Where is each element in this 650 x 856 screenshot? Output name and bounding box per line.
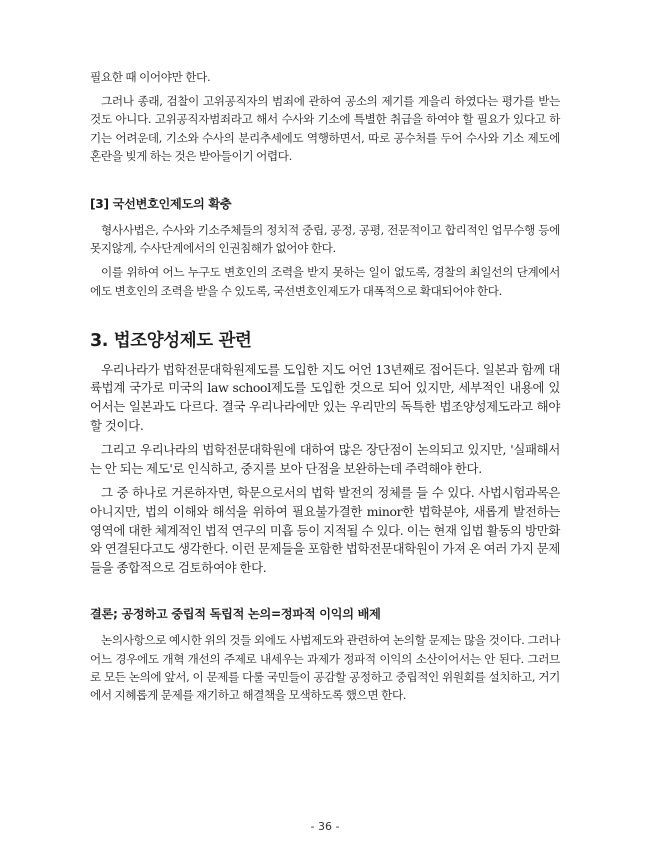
paragraph-public-defender-1: 형사사법은, 수사와 기소주체들의 정치적 중립, 공정, 공평, 전문적이고 합리적인 업무수행 등에 못지않게, 수사단계에서의 인권침해가 없어야 한다.	[90, 223, 560, 256]
paragraph-public-defender-2: 이를 위하여 어느 누구도 변호인의 조력을 받지 못하는 일이 없도록, 경찰의 최일선의 단계에서에도 변호인의 조력을 받을 수 있도록, 국선변호인제도가 대폭적으로 확대되어야 한다.	[90, 265, 560, 298]
page-number: - 36 -	[310, 820, 340, 833]
section-heading-legal-training: 3. 법조양성제도 관련	[90, 330, 252, 351]
paragraph-conclusion: 논의사항으로 예시한 위의 것들 외에도 사법제도와 관련하여 논의할 문제는 많을 것이다. 그러나 어느 경우에도 개혁 개선의 주제로 내세우는 과제가 정파적 이익의 소산이어서는 안 된다. 그러므로 모든 논의에 앞서, 이 문제를 다룰 국민들이 공감할 공정하고 중립적인 위원회를 설치하고, 거기에서 지혜롭게 문제를 재기하고 해결책을 모색하도록 했으면 한다.	[90, 633, 560, 702]
section-heading-conclusion: 결론; 공정하고 중립적 독립적 논의=정파적 이익의 배제	[90, 607, 381, 622]
paragraph-law-school-3: 그 중 하나로 거론하자면, 학문으로서의 법학 발전의 정체를 들 수 있다. 사법시험과목은 아니지만, 법의 이해와 해석을 위하여 필요불가결한 minor한 법학분야, 새롭게 발전하는 영역에 대한 체계적인 법적 연구의 미흡 등이 지적될 수 있다. 이는 현재 입법 활동의 방만화와 연결된다고도 생각한다. 이런 문제들을 포함한 법학전문대학원이 가져 온 여러 가지 문제들을 종합적으로 검토하여야 한다.	[90, 485, 560, 575]
paragraph-continuation: 필요한 때 이어야만 한다.	[90, 70, 211, 84]
paragraph-law-school-1: 우리나라가 법학전문대학원제도를 도입한 지도 어언 13년째로 접어든다. 일본과 함께 대륙법계 국가로 미국의 law school제도를 도입한 것으로 되어 있지만, 세부적인 내용에 있어서는 일본과도 다르다. 결국 우리나라에만 있는 우리만의 독특한 법조양성제도라고 해야 할 것이다.	[90, 361, 560, 433]
section-heading-public-defender: [3] 국선변호인제도의 확충	[90, 197, 232, 212]
paragraph-law-school-2: 그리고 우리나라의 법학전문대학원에 대하여 많은 장단점이 논의되고 있지만, '실패해서는 안 되는 제도'로 인식하고, 중지를 보아 단점을 보완하는데 주력해야 한다.	[90, 442, 560, 476]
paragraph-prosecution-evaluation: 그러나 종래, 검찰이 고위공직자의 범죄에 관하여 공소의 제기를 게을리 하였다는 평가를 받는 것도 아니다. 고위공직자범죄라고 해서 수사와 기소에 특별한 취급을 하여야 할 필요가 있다고 하기는 어려운데, 기소와 수사의 분리추세에도 역행하면서, 따로 공수처를 두어 수사와 기소 제도에 혼란을 빚게 하는 것은 받아들이기 어렵다.	[90, 94, 560, 163]
document-page	[90, 68, 560, 704]
